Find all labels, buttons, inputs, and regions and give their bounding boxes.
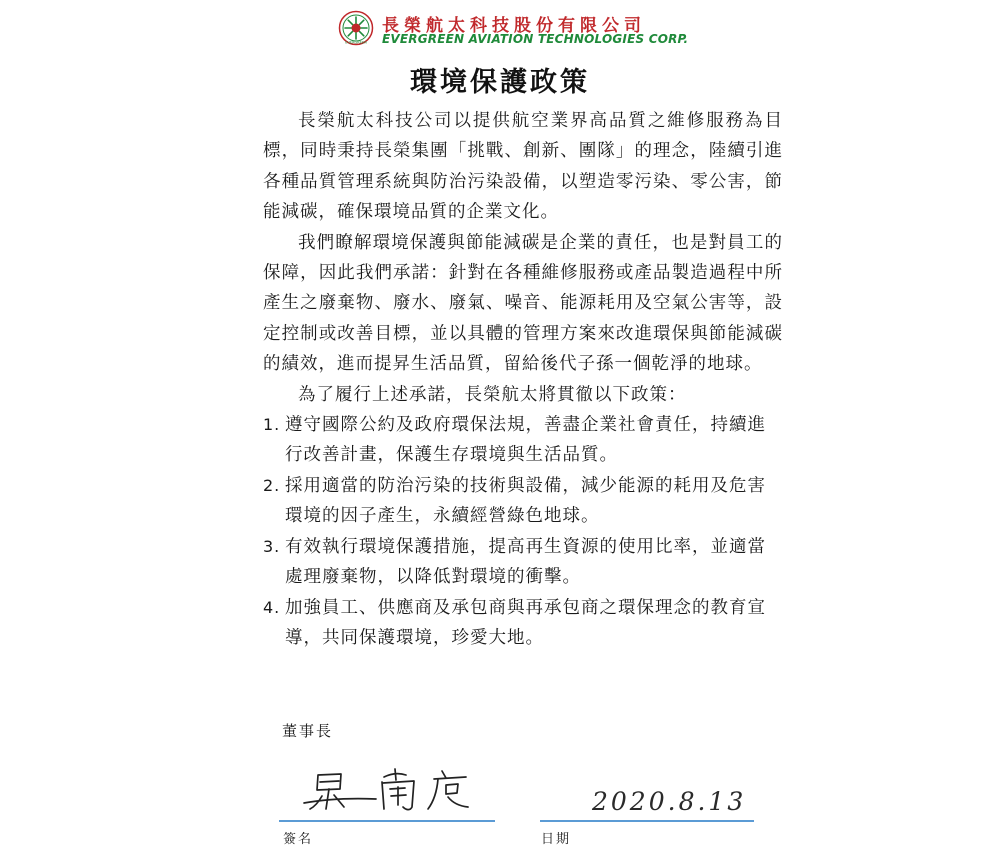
policy-body [263,106,783,653]
chairman-label: 董事長 [282,722,334,740]
letterhead [338,10,708,50]
policy-list [263,410,783,653]
policy-item-number: 3. [263,536,281,556]
policy-item [263,410,783,471]
policy-item-text: 有效執行環境保護措施，提高再生資源的使用比率，並適當處理廢棄物，以降低對環境的衝擊。 [285,536,766,588]
evergreen-logo-icon [338,10,374,46]
paragraph-policy-lead: 為了履行上述承諾，長榮航太將貫徹以下政策： [298,384,687,405]
policy-item-text: 遵守國際公約及政府環保法規，善盡企業社會責任，持續進行改善計畫，保護生存環境與生活品質。 [285,415,766,466]
policy-item-text: 採用適當的防治污染的技術與設備，減少能源的耗用及危害環境的因子產生，永續經營綠色地球。 [285,475,766,527]
signature-label: 簽名 [283,832,314,847]
paragraph-commitment: 我們瞭解環境保護與節能減碳是企業的責任，也是對員工的保障，因此我們承諾：針對在各種維修服務或產品製造過程中所產生之廢棄物、廢水、廢氣、噪音、能源耗用及空氣公害等，設定控制或改善目標，並以具體的管理方案來改進環保與節能減碳的績效，進而提昇生活品質，留給後代子孫一個乾淨的地球。 [263,232,783,375]
paragraph-intro: 長榮航太科技公司以提供航空業界高品質之維修服務為目標，同時秉持長榮集團「挑戰、創新、團隊」的理念，陸續引進各種品質管理系統與防治污染設備，以塑造零污染、零公害，節能減碳，確保環境品質的企業文化。 [263,111,783,223]
logo-text: EVERGREEN [345,40,367,45]
policy-item-number: 2. [263,475,281,495]
document-title: 環境保護政策 [410,67,590,98]
company-name-english: EVERGREEN AVIATION TECHNOLOGIES CORP. [382,32,689,46]
signing-date: 2020.8.13 [592,787,747,816]
date-line [540,820,754,822]
policy-item-number: 4. [263,597,281,617]
policy-item [263,532,783,593]
policy-item-text: 加強員工、供應商及承包商與再承包商之環保理念的教育宣導，共同保護環境，珍愛大地。 [285,597,766,648]
signature-line [279,820,495,822]
handwritten-signature [296,765,486,815]
policy-item [263,593,783,654]
policy-item-number: 1. [263,415,281,435]
policy-item [263,471,783,532]
company-name-chinese: 長榮航太科技股份有限公司 [382,16,646,36]
date-label: 日期 [541,832,572,847]
